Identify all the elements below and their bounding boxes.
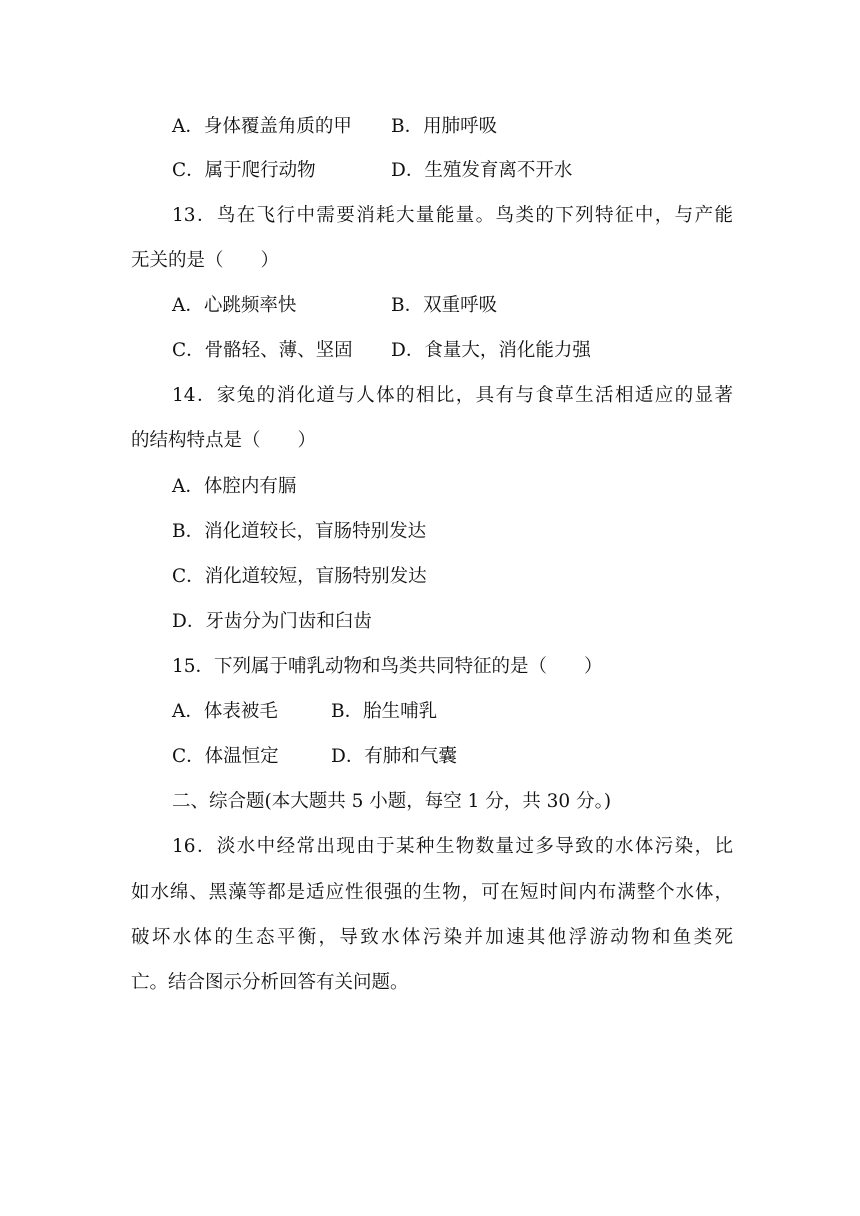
q12-option-a: A．身体覆盖角质的甲 xyxy=(172,116,352,137)
q13-option-d: D．食量大，消化能力强 xyxy=(391,340,591,361)
q16-line-2: 如水绵、黑藻等都是适应性很强的生物，可在短时间内布满整个水体， xyxy=(131,882,733,903)
q14-option-d: D．牙齿分为门齿和臼齿 xyxy=(172,611,372,632)
q15-option-c: C．体温恒定 xyxy=(172,746,279,767)
q14-option-c: C．消化道较短，盲肠特别发达 xyxy=(172,566,427,587)
q13-option-a: A．心跳频率快 xyxy=(172,295,297,316)
q15-stem: 15．下列属于哺乳动物和鸟类共同特征的是（ ） xyxy=(172,656,603,677)
q16-line-4: 亡。结合图示分析回答有关问题。 xyxy=(131,972,409,993)
q12-option-d: D．生殖发育离不开水 xyxy=(391,160,573,181)
q15-option-b: B．胎生哺乳 xyxy=(331,701,438,722)
section-2-heading: 二、综合题(本大题共 5 小题，每空 1 分，共 30 分。) xyxy=(172,791,612,812)
q12-option-b: B．用肺呼吸 xyxy=(391,116,498,137)
q13-stem-line-1: 13．鸟在飞行中需要消耗大量能量。鸟类的下列特征中，与产能 xyxy=(172,205,733,226)
q14-stem-line-2: 的结构特点是（ ） xyxy=(131,430,317,451)
q13-option-b: B．双重呼吸 xyxy=(391,295,498,316)
q16-line-3: 破坏水体的生态平衡，导致水体污染并加速其他浮游动物和鱼类死 xyxy=(131,927,733,948)
q15-option-d: D．有肺和气囊 xyxy=(331,746,457,767)
q14-stem-line-1: 14．家兔的消化道与人体的相比，具有与食草生活相适应的显著 xyxy=(172,385,733,406)
q16-line-1: 16．淡水中经常出现由于某种生物数量过多导致的水体污染，比 xyxy=(172,836,733,857)
q14-option-b: B．消化道较长，盲肠特别发达 xyxy=(172,521,427,542)
q15-option-a: A．体表被毛 xyxy=(172,701,278,722)
q13-stem-line-2: 无关的是（ ） xyxy=(131,250,280,271)
q12-option-c: C．属于爬行动物 xyxy=(172,160,316,181)
q13-option-c: C．骨骼轻、薄、坚固 xyxy=(172,340,353,361)
q14-option-a: A．体腔内有膈 xyxy=(172,476,297,497)
